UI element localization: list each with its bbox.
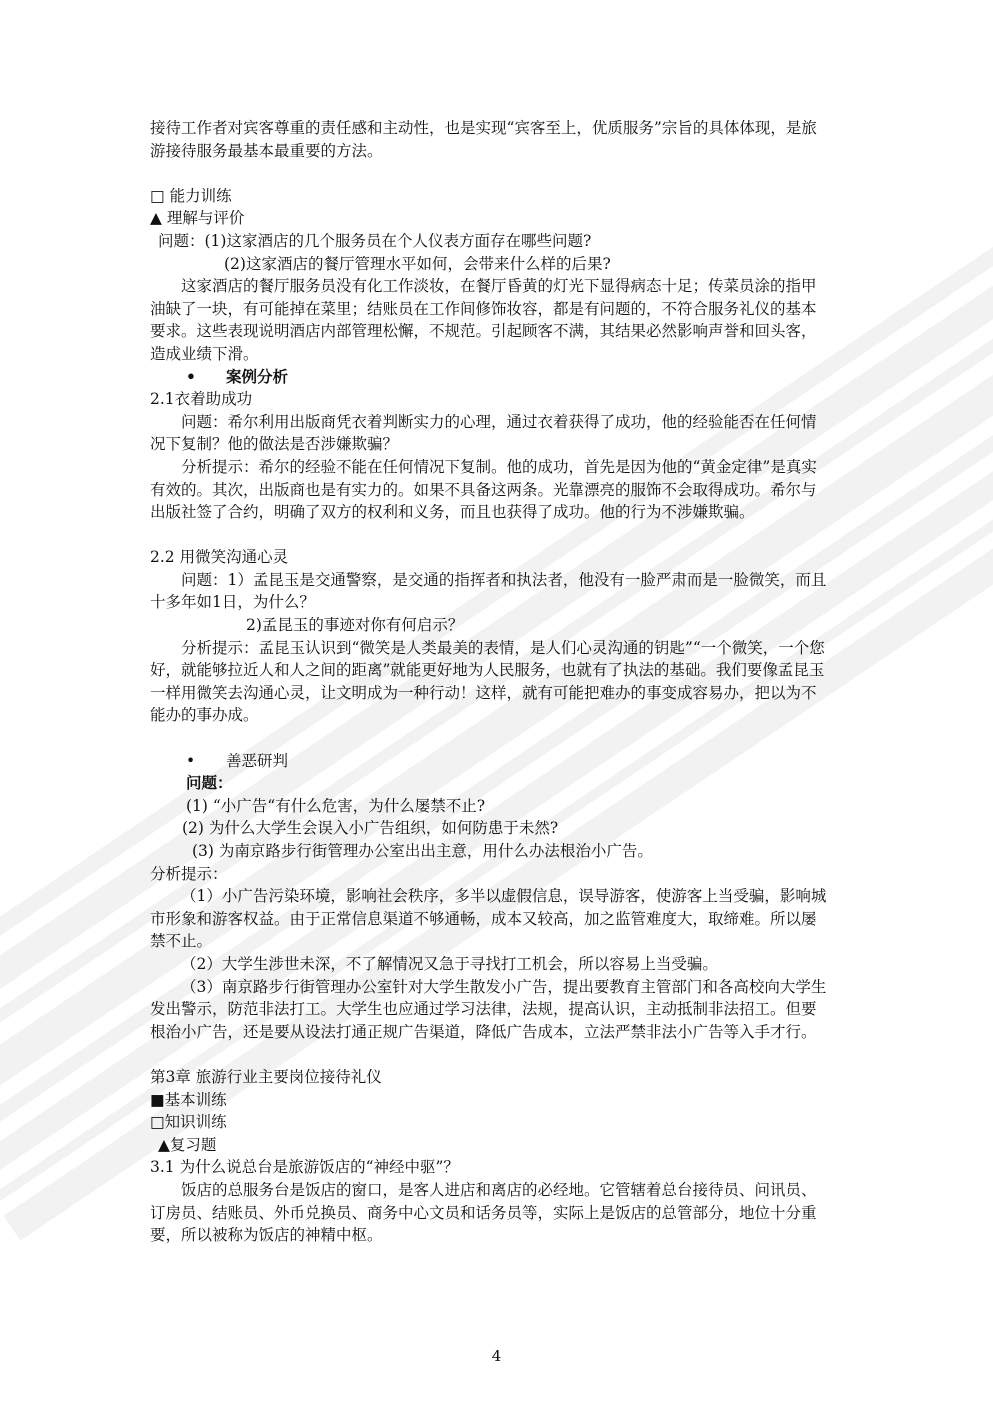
good-evil-analysis-2: （2）大学生涉世未深，不了解情况又急于寻找打工机会，所以容易上当受骗。: [181, 954, 718, 973]
section-2-1-title: 2.1衣着助成功: [150, 390, 253, 409]
answer-hotel: 这家酒店的餐厅服务员没有化工作淡妆，在餐厅昏黄的灯光下显得病态十足；传菜员涂的指甲油缺了一块，有可能掉在菜里；结账员在工作间修饰妆容，都是有问题的，不符合服务礼仪的基本要求。这些表现说明酒店内部管理松懈，不规范。引起顾客不满，其结果必然影响声誉和回头客，造成业绩下滑。: [150, 277, 817, 363]
heading-understand-evaluate: ▲ 理解与评价: [150, 209, 245, 228]
section-3-1-answer: 饭店的总服务台是饭店的窗口，是客人进店和离店的必经地。它管辖着总台接待员、问讯员、订房员、结账员、外币兑换员、商务中心文员和话务员等，实际上是饭店的总管部分，地位十分重要，所以被称为饭店的神精中枢。: [150, 1180, 817, 1245]
bullet-icon: •: [186, 366, 196, 386]
section-2-1-question: 问题：希尔利用出版商凭衣着判断实力的心理，通过衣着获得了成功，他的经验能否在任何情况下复制？他的做法是否涉嫌欺骗？: [150, 412, 817, 454]
section-2-2-question-1: 问题：1）孟昆玉是交通警察，是交通的指挥者和执法者，他没有一脸严肃而是一脸微笑，而且十多年如1日，为什么？: [150, 570, 827, 612]
heading-basic-training: ■基本训练: [150, 1090, 227, 1109]
paragraph-intro: 接待工作者对宾客尊重的责任感和主动性，也是实现“宾客至上，优质服务”宗旨的具体体现，是旅游接待服务最基本最重要的方法。: [150, 119, 817, 160]
document-page: [150, 117, 830, 1247]
heading-ability-training: □ 能力训练: [150, 186, 232, 205]
section-3-1-question: 3.1 为什么说总台是旅游饭店的“神经中驱”？: [150, 1158, 459, 1177]
section-2-2-question-2: 2)孟昆玉的事迹对你有何启示？: [246, 616, 464, 635]
analysis-label: 分析提示：: [150, 864, 228, 883]
good-evil-question-1: (1) “小广告“有什么危害，为什么屡禁不止?: [186, 796, 486, 815]
heading-review-questions: ▲复习题: [158, 1135, 217, 1154]
good-evil-question-2: (2) 为什么大学生会误入小广告组织，如何防患于未然?: [182, 819, 559, 838]
heading-good-evil: • 善恶研判: [150, 750, 830, 773]
heading-case-analysis: • 案例分析: [150, 366, 830, 389]
question-2: (2)这家酒店的餐厅管理水平如何，会带来什么样的后果?: [224, 254, 611, 273]
chapter-3-title: 第3章 旅游行业主要岗位接待礼仪: [150, 1067, 382, 1086]
good-evil-analysis-3: （3）南京路步行街管理办公室针对大学生散发小广告，提出要教育主管部门和各高校向大学生发出警示，防范非法打工。大学生也应通过学习法律，法规，提高认识，主动抵制非法招工。但要根治小广告，还是要从设法打通正规广告渠道，降低广告成本，立法严禁非法小广告等入手才行。: [150, 977, 827, 1041]
section-2-2-analysis: 分析提示：孟昆玉认识到“微笑是人类最美的表情，是人们心灵沟通的钥匙”“一个微笑，一个您好，就能够拉近人和人之间的距离”就能更好地为人民服务，也就有了执法的基础。我们要像孟昆玉一样用微笑去沟通心灵，让文明成为一种行动！这样，就有可能把难办的事变成容易办，把以为不能办的事办成。: [150, 638, 825, 725]
questions-label: 问题：: [186, 773, 233, 793]
section-2-2-title: 2.2 用微笑沟通心灵: [150, 548, 289, 567]
page-number: 4: [491, 1347, 502, 1365]
bullet-icon: •: [186, 751, 196, 770]
heading-knowledge-training: □知识训练: [150, 1113, 227, 1132]
good-evil-question-3: (3) 为南京路步行街管理办公室出出主意，用什么办法根治小广告。: [192, 842, 653, 860]
section-2-1-analysis: 分析提示：希尔的经验不能在任何情况下复制。他的成功，首先是因为他的“黄金定律”是真实有效的。其次，出版商也是有实力的。如果不具备这两条。光靠漂亮的服饰不会取得成功。希尔与出版社签了合约，明确了双方的权利和义务，而且也获得了成功。他的行为不涉嫌欺骗。: [150, 457, 817, 522]
question-1: 问题：(1)这家酒店的几个服务员在个人仪表方面存在哪些问题?: [158, 231, 592, 250]
good-evil-analysis-1: （1）小广告污染环境，影响社会秩序，多半以虚假信息，误导游客，使游客上当受骗，影响城市形象和游客权益。由于正常信息渠道不够通畅，成本又较高，加之监管难度大，取缔难。所以屡禁不止。: [150, 887, 827, 951]
